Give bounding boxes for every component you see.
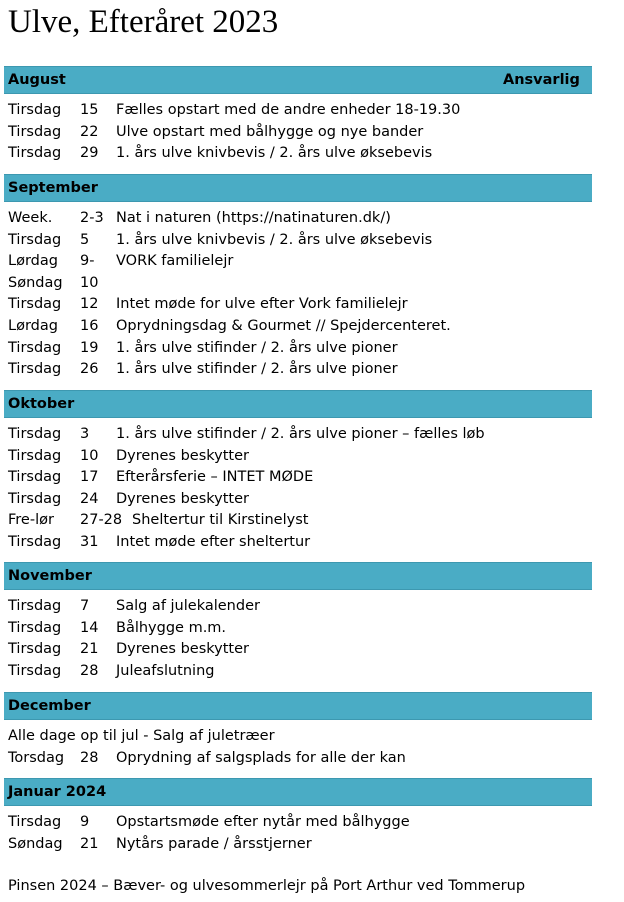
section-september bbox=[4, 174, 592, 381]
event-day: Fre-lør bbox=[8, 512, 54, 529]
event-day: Tirsdag bbox=[8, 619, 62, 636]
section-januar bbox=[4, 778, 592, 855]
event-date: 27-28 bbox=[80, 512, 123, 529]
list-item bbox=[4, 812, 592, 834]
list-item bbox=[4, 446, 592, 468]
event-date: 15 bbox=[80, 102, 99, 118]
section-title: December bbox=[8, 698, 91, 714]
event-text: Fælles opstart med de andre enheder 18-19.30 bbox=[116, 102, 461, 118]
list-item bbox=[4, 294, 592, 316]
event-text: Dyrenes beskytter bbox=[116, 641, 249, 658]
event-day: Tirsdag bbox=[8, 231, 62, 248]
event-date: 29 bbox=[80, 145, 99, 162]
list-item bbox=[4, 596, 592, 618]
event-date: 3 bbox=[80, 426, 90, 442]
section-oktober bbox=[4, 390, 592, 554]
section-header bbox=[4, 692, 592, 720]
list-item bbox=[4, 726, 592, 748]
event-day: Week. bbox=[8, 210, 53, 226]
event-date: 10 bbox=[80, 274, 99, 291]
event-text: Nat i naturen (https://natinaturen.dk/) bbox=[116, 210, 391, 226]
event-date: 21 bbox=[80, 835, 99, 852]
list-item bbox=[4, 834, 592, 856]
event-day: Tirsdag bbox=[8, 426, 62, 442]
event-date: 9- bbox=[80, 253, 95, 270]
event-day: Tirsdag bbox=[8, 598, 62, 614]
list-item bbox=[4, 316, 592, 338]
event-day: Tirsdag bbox=[8, 814, 62, 830]
event-day: Tirsdag bbox=[8, 490, 62, 507]
event-text: Bålhygge m.m. bbox=[116, 619, 227, 636]
event-day: Tirsdag bbox=[8, 296, 62, 313]
event-date: 26 bbox=[80, 361, 99, 378]
list-item bbox=[4, 359, 592, 381]
event-date: 22 bbox=[80, 123, 99, 140]
event-text: 1. års ulve knivbevis / 2. års ulve øksebevis bbox=[116, 231, 433, 248]
list-item bbox=[4, 661, 592, 683]
event-text: VORK familielejr bbox=[116, 253, 234, 270]
event-day: Tirsdag bbox=[8, 662, 62, 679]
event-date: 9 bbox=[80, 814, 90, 830]
list-item bbox=[4, 618, 592, 640]
section-header bbox=[4, 778, 592, 806]
event-date: 19 bbox=[80, 339, 99, 356]
event-day: Lørdag bbox=[8, 317, 58, 334]
event-day: Torsdag bbox=[8, 749, 65, 766]
list-item bbox=[4, 532, 592, 554]
list-item bbox=[4, 251, 592, 273]
section-header bbox=[4, 174, 592, 202]
event-text: Intet møde for ulve efter Vork familielejr bbox=[116, 296, 408, 313]
event-date: 7 bbox=[80, 598, 90, 614]
section-title: August bbox=[8, 72, 66, 88]
footer-note: Pinsen 2024 – Bæver- og ulvesommerlejr på Port Arthur ved Tommerup bbox=[8, 878, 526, 894]
event-day: Søndag bbox=[8, 274, 63, 291]
list-item bbox=[4, 338, 592, 360]
list-item bbox=[4, 273, 592, 295]
list-item bbox=[4, 639, 592, 661]
event-day: Tirsdag bbox=[8, 447, 62, 464]
event-day: Søndag bbox=[8, 835, 63, 852]
event-text: Ulve opstart med bålhygge og nye bander bbox=[116, 123, 424, 140]
event-date: 17 bbox=[80, 469, 99, 486]
event-text: Intet møde efter sheltertur bbox=[116, 533, 311, 550]
event-text: Efterårsferie – INTET MØDE bbox=[116, 469, 314, 486]
event-text: Dyrenes beskytter bbox=[116, 447, 249, 464]
event-date: 5 bbox=[80, 231, 90, 248]
list-item bbox=[4, 230, 592, 252]
section-title: September bbox=[8, 180, 98, 196]
event-day: Tirsdag bbox=[8, 339, 62, 356]
event-date: 14 bbox=[80, 619, 99, 636]
page-title: Ulve, Efteråret 2023 bbox=[8, 4, 279, 40]
event-text: Dyrenes beskytter bbox=[116, 490, 249, 507]
section-title: Januar 2024 bbox=[8, 784, 107, 800]
event-date: 2-3 bbox=[80, 210, 104, 226]
list-item bbox=[4, 748, 592, 770]
event-text: Salg af julekalender bbox=[116, 598, 260, 614]
event-text: Juleafslutning bbox=[116, 662, 215, 679]
event-day: Tirsdag bbox=[8, 469, 62, 486]
event-text: Alle dage op til jul - Salg af juletræer bbox=[8, 728, 275, 744]
event-day: Lørdag bbox=[8, 253, 58, 270]
event-date: 28 bbox=[80, 749, 99, 766]
event-text: Sheltertur til Kirstinelyst bbox=[132, 512, 309, 529]
event-day: Tirsdag bbox=[8, 123, 62, 140]
event-day: Tirsdag bbox=[8, 102, 62, 118]
list-item bbox=[4, 489, 592, 511]
list-item bbox=[4, 467, 592, 489]
list-item bbox=[4, 143, 592, 165]
section-header bbox=[4, 390, 592, 418]
event-text: 1. års ulve knivbevis / 2. års ulve øksebevis bbox=[116, 145, 433, 162]
event-text: 1. års ulve stifinder / 2. års ulve pioner – fælles løb bbox=[116, 426, 485, 442]
section-december bbox=[4, 692, 592, 769]
section-header bbox=[4, 562, 592, 590]
event-text: Oprydningsdag & Gourmet // Spejdercenteret. bbox=[116, 317, 451, 334]
event-text: Oprydning af salgsplads for alle der kan bbox=[116, 749, 406, 766]
event-day: Tirsdag bbox=[8, 145, 62, 162]
list-item bbox=[4, 510, 592, 532]
section-november bbox=[4, 562, 592, 682]
section-august bbox=[4, 66, 592, 165]
section-title: November bbox=[8, 568, 92, 584]
event-date: 28 bbox=[80, 662, 99, 679]
event-date: 21 bbox=[80, 641, 99, 658]
responsible-column-header: Ansvarlig bbox=[503, 72, 580, 88]
list-item bbox=[4, 122, 592, 144]
event-date: 16 bbox=[80, 317, 99, 334]
list-item bbox=[4, 424, 592, 446]
event-day: Tirsdag bbox=[8, 361, 62, 378]
event-date: 12 bbox=[80, 296, 99, 313]
section-title: Oktober bbox=[8, 396, 75, 412]
event-date: 10 bbox=[80, 447, 99, 464]
event-date: 24 bbox=[80, 490, 99, 507]
event-day: Tirsdag bbox=[8, 641, 62, 658]
event-text: Nytårs parade / årsstjerner bbox=[116, 835, 312, 852]
event-text: Opstartsmøde efter nytår med bålhygge bbox=[116, 814, 410, 830]
event-text: 1. års ulve stifinder / 2. års ulve pioner bbox=[116, 361, 398, 378]
list-item bbox=[4, 208, 592, 230]
event-day: Tirsdag bbox=[8, 533, 62, 550]
event-date: 31 bbox=[80, 533, 99, 550]
section-header bbox=[4, 66, 592, 94]
list-item bbox=[4, 100, 592, 122]
event-text: 1. års ulve stifinder / 2. års ulve pioner bbox=[116, 339, 398, 356]
